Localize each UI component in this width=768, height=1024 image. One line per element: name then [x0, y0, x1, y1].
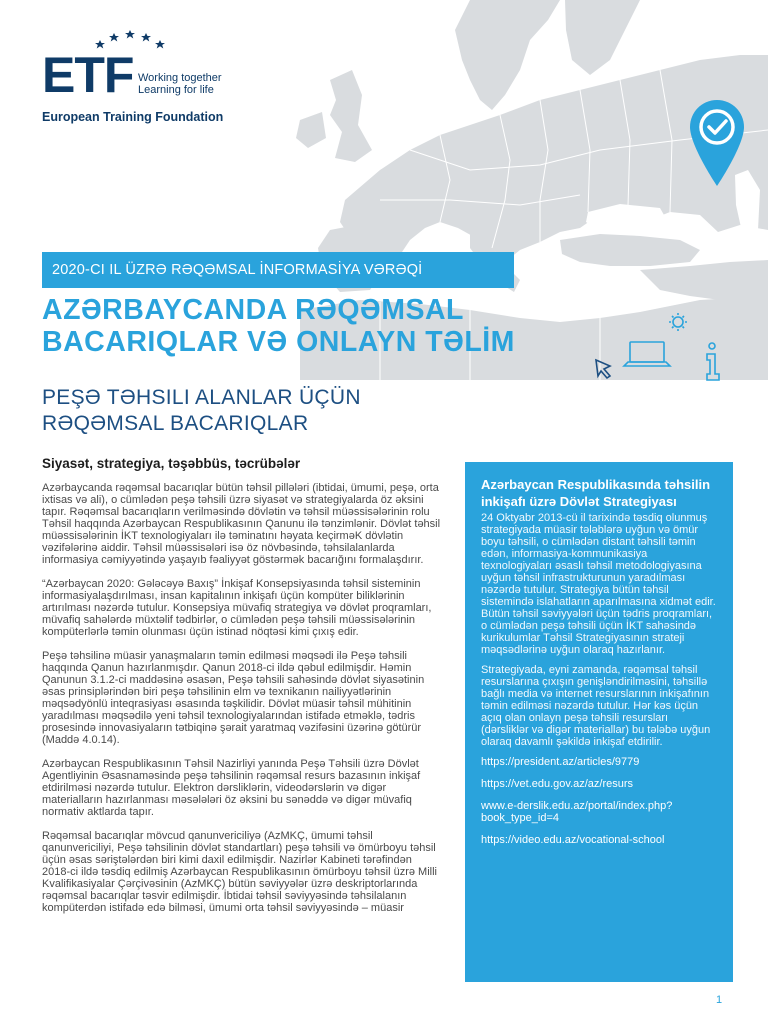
link-president[interactable]: https://president.az/articles/9779	[481, 756, 640, 768]
title-line-1: AZƏRBAYCANDA RƏQƏMSAL	[42, 294, 464, 326]
strategy-sidebar	[465, 462, 733, 982]
section-heading: Siyasət, strategiya, təşəbbüs, təcrübələr	[42, 456, 301, 471]
map-ireland	[296, 112, 326, 148]
sidebar-paragraph: Strategiyada, eyni zamanda, rəqəmsal təhsil resurslarına çıxışın genişləndirilməsini, təhsillə bağlı media və internet resurslarının inkişafının təmin edilməsi nəzərdə tutulur. Hər kəs üçün açıq olan onlayn peşə təhsili resursları (dərsliklər və digər materiallar) bu tələbə uyğun olaraq davamlı şəkildə inkişaf etdirilir.	[481, 664, 711, 748]
cursor-icon	[596, 360, 610, 378]
logo-tagline	[138, 72, 258, 96]
gear-icon	[669, 313, 687, 331]
sidebar-heading: Azərbaycan Respublikasında təhsilin inkişafı üzrə Dövlət Strategiyası	[481, 477, 711, 509]
laptop-icon	[624, 342, 670, 366]
paragraph: Rəqəmsal bacarıqlar mövcud qanunvericiliyə (AzMKÇ, ümumi təhsil qanunvericiliyi, Peşə təhsilinin dövlət standartları) peşə təhsili və ömürboyu təhsil üçün əsas səriştələrdən biri kimi daxil edilmişdir. Nazirlər Kabineti tərəfindən 2018-ci ildə təsdiq edilmiş Azərbaycan Respublikasının ömürboyu təhsil üzrə Milli Kvalifikasiyalar Çərçivəsinin (AzMKÇ) bütün səviyyələr üzrə deskriptorlarında rəqəmsal bacarıqlar təsvir edilmişdir. İbtidai təhsil səviyyəsində təhsilalanın kompüterdən istifadə edə bilməsi, ümumi orta təhsil səviyyəsində – müasir	[42, 830, 437, 914]
tagline-line-2: Learning for life	[138, 84, 214, 96]
paragraph: Peşə təhsilinə müasir yanaşmaların təmin edilməsi məqsədi ilə Peşə təhsili haqqında Qanun hazırlanmışdır. Qanun 2018-ci ildə qəbul edilmişdir. Həmin Qanunun 3.1.2-ci maddəsinə əsasən, Peşə təhsili sahəsində dövlət siyasətinin əsas prinsiplərindən biri peşə təhsilinin elm və texnikanın nailiyyətlərinin məqsədyönlü inteqrasiyası əsasında təşkilidir. Dövlət müasir təhsil mühitinin yaradılması məqsədilə yeni təhsil texnologiyalarından istifadə etməklə, tədris prosesində innovasiyaların tətbiqinə şərait yaratmaq vəzifəsini üzərinə götürür (Maddə 4.0.14).	[42, 650, 425, 746]
link-e-derslik[interactable]: www.e-derslik.edu.az/portal/index.php?book_type_id=4	[481, 800, 673, 824]
fact-sheet-banner: 2020-CI IL ÜZRƏ RƏQƏMSAL İNFORMASİYA VƏRƏQİ	[42, 252, 514, 288]
etf-wordmark: ETF	[42, 47, 134, 103]
sidebar-links	[481, 756, 717, 846]
subtitle-line-1: PEŞƏ TƏHSILI ALANLAR ÜÇÜN	[42, 386, 361, 409]
map-turkey	[560, 234, 700, 266]
check-pin-icon	[688, 98, 746, 188]
link-video-edu[interactable]: https://video.edu.az/vocational-school	[481, 834, 665, 846]
sidebar-paragraph: 24 Oktyabr 2013-cü il tarixində təsdiq olunmuş strategiyada müasir tələblərə uyğun və ömür boyu təhsili, o cümlədən distant təhsili təmin edən, informasiya-kommunikasiya texnologiyaları əsaslı təhsil metodologiyasına uyğun təhsil infrastrukturunun yaradılması nəzərdə tutulur. Strategiya bütün təhsil sistemində islahatların aparılmasına xidmət edir. Bütün təhsil səviyyələri üçün tədris proqramları, o cümlədən peşə təhsili üçün İKT sahəsində kurikulumlar Təhsil Strategiyasının strateji məqsədlərinə uyğun olaraq hazırlanır.	[481, 512, 716, 656]
map-finland	[565, 0, 640, 75]
link-vet-resurs[interactable]: https://vet.edu.gov.az/az/resurs	[481, 778, 634, 790]
page-title	[42, 294, 602, 358]
map-middle-east	[640, 260, 768, 300]
subtitle-line-2: RƏQƏMSAL BACARIQLAR	[42, 412, 309, 435]
etf-logo	[42, 28, 262, 128]
tagline-line-1: Working together	[138, 72, 222, 84]
main-text-column	[42, 456, 442, 926]
paragraph: “Azərbaycan 2020: Gələcəyə Baxış” İnkişaf Konsepsiyasında təhsil sisteminin informasiyalaşdırılması, insan kapitalının inkişafı üçün kompüter biliklərinin artırılması nəzərdə tutulur. Konsepsiya müvafiq strategiya və dövlət proqramları, müvafiq sahələrdə müxtəlif tədbirlər, o cümlədən peşə təhsili müəssisələrinin kompüterlərlə təmin olunması üçün istinad nöqtəsi kimi çıxış edir.	[42, 578, 432, 638]
foundation-name: European Training Foundation	[42, 110, 224, 124]
page-subtitle	[42, 385, 562, 437]
decorative-icons	[590, 310, 740, 390]
info-icon	[707, 343, 719, 380]
title-line-2: BACARIQLAR VƏ ONLAYN TƏLİM	[42, 326, 515, 358]
map-scandinavia	[455, 0, 560, 110]
map-uk	[330, 70, 372, 162]
paragraph: Azərbaycan Respublikasının Təhsil Nazirliyi yanında Peşə Təhsili üzrə Dövlət Agentliyinin Əsasnaməsində peşə təhsilinin rəqəmsal resurs bazasının inkişaf etdirilməsi nəzərdə tutulur. Elektron dərsliklərin, videodərslərin və digər materialların hazırlanması məsələləri öz əksini bu sənəddə və digər müvafiq normativ aktlarda tapır.	[42, 758, 421, 818]
page-number: 1	[716, 994, 723, 1006]
paragraph: Azərbaycanda rəqəmsal bacarıqlar bütün təhsil pillələri (ibtidai, ümumi, peşə, orta ixtisas və ali), o cümlədən peşə təhsili üzrə siyasət və strategiyalarda öz əksini tapır. Rəqəmsal bacarıqların verilməsində dövlətin və təhsil müəssisələrinin rolu Təhsil haqqında Azərbaycan Respublikasının Qanunu ilə tənzimlənir. Dövlət təhsil müəssisələrinin İKT texnologiyaları ilə təminatını həyata keçirməK dövlətin vəzifələrinə aiddir. Təhsil müəssisələri isə öz növbəsində, təhsilalanlarda informasiya cəmiyyətində yaşayıb fəaliyyət göstərmək bacarığını formalaşdırır.	[42, 482, 441, 566]
